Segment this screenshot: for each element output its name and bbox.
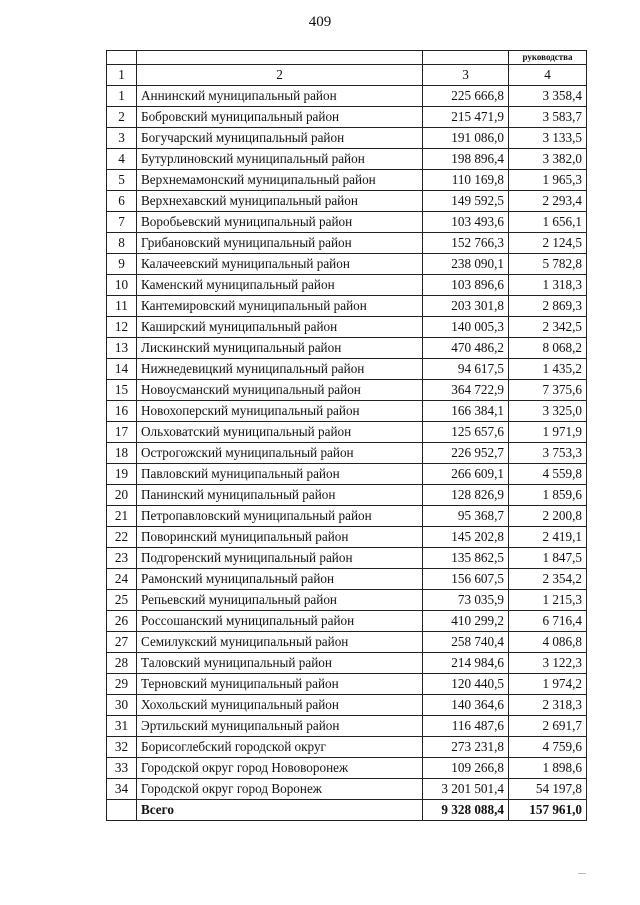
value-col-4: 3 325,0 [509,401,587,422]
value-col-3: 110 169,8 [423,170,509,191]
value-col-3: 238 090,1 [423,254,509,275]
value-col-3: 273 231,8 [423,737,509,758]
value-col-4: 3 122,3 [509,653,587,674]
municipality-name: Подгоренский муниципальный район [137,548,423,569]
value-col-3: 145 202,8 [423,527,509,548]
table-row [107,737,587,758]
value-col-3: 94 617,5 [423,359,509,380]
value-col-4: 5 782,8 [509,254,587,275]
municipality-name: Новоусманский муниципальный район [137,380,423,401]
municipality-name: Кантемировский муниципальный район [137,296,423,317]
table-row [107,758,587,779]
value-col-4: 2 869,3 [509,296,587,317]
value-col-3: 149 592,5 [423,191,509,212]
value-col-4: 1 859,6 [509,485,587,506]
value-col-3: 226 952,7 [423,443,509,464]
table-row [107,548,587,569]
value-col-3: 225 666,8 [423,86,509,107]
value-col-4: 4 759,6 [509,737,587,758]
value-col-4: 2 691,7 [509,716,587,737]
value-col-3: 140 005,3 [423,317,509,338]
table-row [107,296,587,317]
header-row-top [107,51,587,65]
table-row [107,443,587,464]
row-number: 10 [107,275,137,296]
table-row [107,149,587,170]
row-number: 29 [107,674,137,695]
table-row [107,380,587,401]
value-col-3: 128 826,9 [423,485,509,506]
row-number: 30 [107,695,137,716]
value-col-4: 1 965,3 [509,170,587,191]
table-row [107,233,587,254]
row-number: 11 [107,296,137,317]
header-cell-2 [137,51,423,65]
row-number: 4 [107,149,137,170]
row-number: 21 [107,506,137,527]
value-col-3: 95 368,7 [423,506,509,527]
row-number: 2 [107,107,137,128]
row-number: 20 [107,485,137,506]
column-number: 1 [107,65,137,86]
row-number: 3 [107,128,137,149]
value-col-4: 1 898,6 [509,758,587,779]
municipality-name: Ольховатский муниципальный район [137,422,423,443]
value-col-3: 198 896,4 [423,149,509,170]
value-col-4: 3 753,3 [509,443,587,464]
table-row [107,527,587,548]
header-row-column-numbers [107,65,587,86]
row-number: 18 [107,443,137,464]
value-col-3: 214 984,6 [423,653,509,674]
row-number: 9 [107,254,137,275]
table-row [107,128,587,149]
header-top-label: руководства [509,51,587,65]
page-number: 409 [308,14,332,30]
municipality-name: Павловский муниципальный район [137,464,423,485]
row-number: 13 [107,338,137,359]
table-row [107,695,587,716]
municipality-name: Калачеевский муниципальный район [137,254,423,275]
value-col-3: 73 035,9 [423,590,509,611]
row-number: 8 [107,233,137,254]
row-number: 23 [107,548,137,569]
municipality-name: Петропавловский муниципальный район [137,506,423,527]
table-row [107,422,587,443]
row-number: 15 [107,380,137,401]
municipality-name: Бутурлиновский муниципальный район [137,149,423,170]
row-number: 7 [107,212,137,233]
allocation-table [106,50,587,821]
value-col-3: 203 301,8 [423,296,509,317]
table-row [107,653,587,674]
table-body [107,51,587,821]
total-value-col-4: 157 961,0 [509,800,587,821]
table-row [107,401,587,422]
table-row [107,590,587,611]
municipality-name: Каширский муниципальный район [137,317,423,338]
municipality-name: Поворинский муниципальный район [137,527,423,548]
row-number: 26 [107,611,137,632]
value-col-4: 3 583,7 [509,107,587,128]
municipality-name: Семилукский муниципальный район [137,632,423,653]
row-number: 17 [107,422,137,443]
municipality-name: Богучарский муниципальный район [137,128,423,149]
value-col-3: 103 493,6 [423,212,509,233]
row-number: 31 [107,716,137,737]
municipality-name: Эртильский муниципальный район [137,716,423,737]
table-row [107,779,587,800]
row-number: 28 [107,653,137,674]
municipality-name: Репьевский муниципальный район [137,590,423,611]
row-number: 24 [107,569,137,590]
value-col-3: 266 609,1 [423,464,509,485]
municipality-name: Аннинский муниципальный район [137,86,423,107]
municipality-name: Воробьевский муниципальный район [137,212,423,233]
row-number: 33 [107,758,137,779]
table-row [107,506,587,527]
row-number: 16 [107,401,137,422]
value-col-3: 470 486,2 [423,338,509,359]
table-row [107,275,587,296]
row-number: 27 [107,632,137,653]
total-label: Всего [137,800,423,821]
table-row [107,170,587,191]
value-col-4: 3 133,5 [509,128,587,149]
table-row [107,569,587,590]
table-row [107,716,587,737]
value-col-3: 156 607,5 [423,569,509,590]
municipality-name: Городской округ город Воронеж [137,779,423,800]
table-row [107,317,587,338]
value-col-4: 2 318,3 [509,695,587,716]
municipality-name: Бобровский муниципальный район [137,107,423,128]
value-col-4: 3 382,0 [509,149,587,170]
municipality-name: Борисоглебский городской округ [137,737,423,758]
value-col-4: 3 358,4 [509,86,587,107]
value-col-3: 116 487,6 [423,716,509,737]
header-cell-3 [423,51,509,65]
value-col-4: 8 068,2 [509,338,587,359]
row-number: 5 [107,170,137,191]
value-col-4: 4 086,8 [509,632,587,653]
value-col-3: 258 740,4 [423,632,509,653]
table-row [107,674,587,695]
value-col-4: 2 342,5 [509,317,587,338]
table-row [107,254,587,275]
column-number: 4 [509,65,587,86]
value-col-4: 2 293,4 [509,191,587,212]
municipality-name: Панинский муниципальный район [137,485,423,506]
municipality-name: Новохоперский муниципальный район [137,401,423,422]
value-col-4: 1 974,2 [509,674,587,695]
municipality-name: Городской округ город Нововоронеж [137,758,423,779]
value-col-4: 1 656,1 [509,212,587,233]
row-number: 34 [107,779,137,800]
column-number: 3 [423,65,509,86]
table-row [107,191,587,212]
row-number: 19 [107,464,137,485]
table-row [107,107,587,128]
value-col-4: 2 354,2 [509,569,587,590]
municipality-name: Каменский муниципальный район [137,275,423,296]
value-col-4: 6 716,4 [509,611,587,632]
value-col-3: 410 299,2 [423,611,509,632]
table-row [107,632,587,653]
value-col-4: 7 375,6 [509,380,587,401]
municipality-name: Острогожский муниципальный район [137,443,423,464]
column-number: 2 [137,65,423,86]
table-row [107,611,587,632]
value-col-4: 1 847,5 [509,548,587,569]
value-col-4: 54 197,8 [509,779,587,800]
row-number: 6 [107,191,137,212]
total-row [107,800,587,821]
municipality-name: Рамонский муниципальный район [137,569,423,590]
municipality-name: Верхнехавский муниципальный район [137,191,423,212]
value-col-4: 1 215,3 [509,590,587,611]
value-col-3: 135 862,5 [423,548,509,569]
municipality-name: Грибановский муниципальный район [137,233,423,254]
value-col-3: 125 657,6 [423,422,509,443]
municipality-name: Хохольский муниципальный район [137,695,423,716]
value-col-3: 109 266,8 [423,758,509,779]
scan-mark [578,873,586,874]
municipality-name: Нижнедевицкий муниципальный район [137,359,423,380]
municipality-name: Верхнемамонский муниципальный район [137,170,423,191]
municipality-name: Терновский муниципальный район [137,674,423,695]
value-col-4: 2 419,1 [509,527,587,548]
table-row [107,485,587,506]
value-col-3: 364 722,9 [423,380,509,401]
row-number: 12 [107,317,137,338]
value-col-4: 2 124,5 [509,233,587,254]
row-number: 32 [107,737,137,758]
value-col-3: 166 384,1 [423,401,509,422]
value-col-3: 152 766,3 [423,233,509,254]
value-col-3: 103 896,6 [423,275,509,296]
value-col-3: 140 364,6 [423,695,509,716]
row-number: 14 [107,359,137,380]
table-row [107,212,587,233]
value-col-3: 3 201 501,4 [423,779,509,800]
table-row [107,86,587,107]
header-cell-1 [107,51,137,65]
table-row [107,338,587,359]
value-col-3: 120 440,5 [423,674,509,695]
value-col-3: 215 471,9 [423,107,509,128]
value-col-3: 191 086,0 [423,128,509,149]
value-col-4: 1 971,9 [509,422,587,443]
row-number: 25 [107,590,137,611]
total-value-col-3: 9 328 088,4 [423,800,509,821]
value-col-4: 1 318,3 [509,275,587,296]
municipality-name: Таловский муниципальный район [137,653,423,674]
table-row [107,464,587,485]
row-number: 22 [107,527,137,548]
table-row [107,359,587,380]
value-col-4: 1 435,2 [509,359,587,380]
value-col-4: 4 559,8 [509,464,587,485]
value-col-4: 2 200,8 [509,506,587,527]
municipality-name: Россошанский муниципальный район [137,611,423,632]
total-row-blank [107,800,137,821]
row-number: 1 [107,86,137,107]
municipality-name: Лискинский муниципальный район [137,338,423,359]
